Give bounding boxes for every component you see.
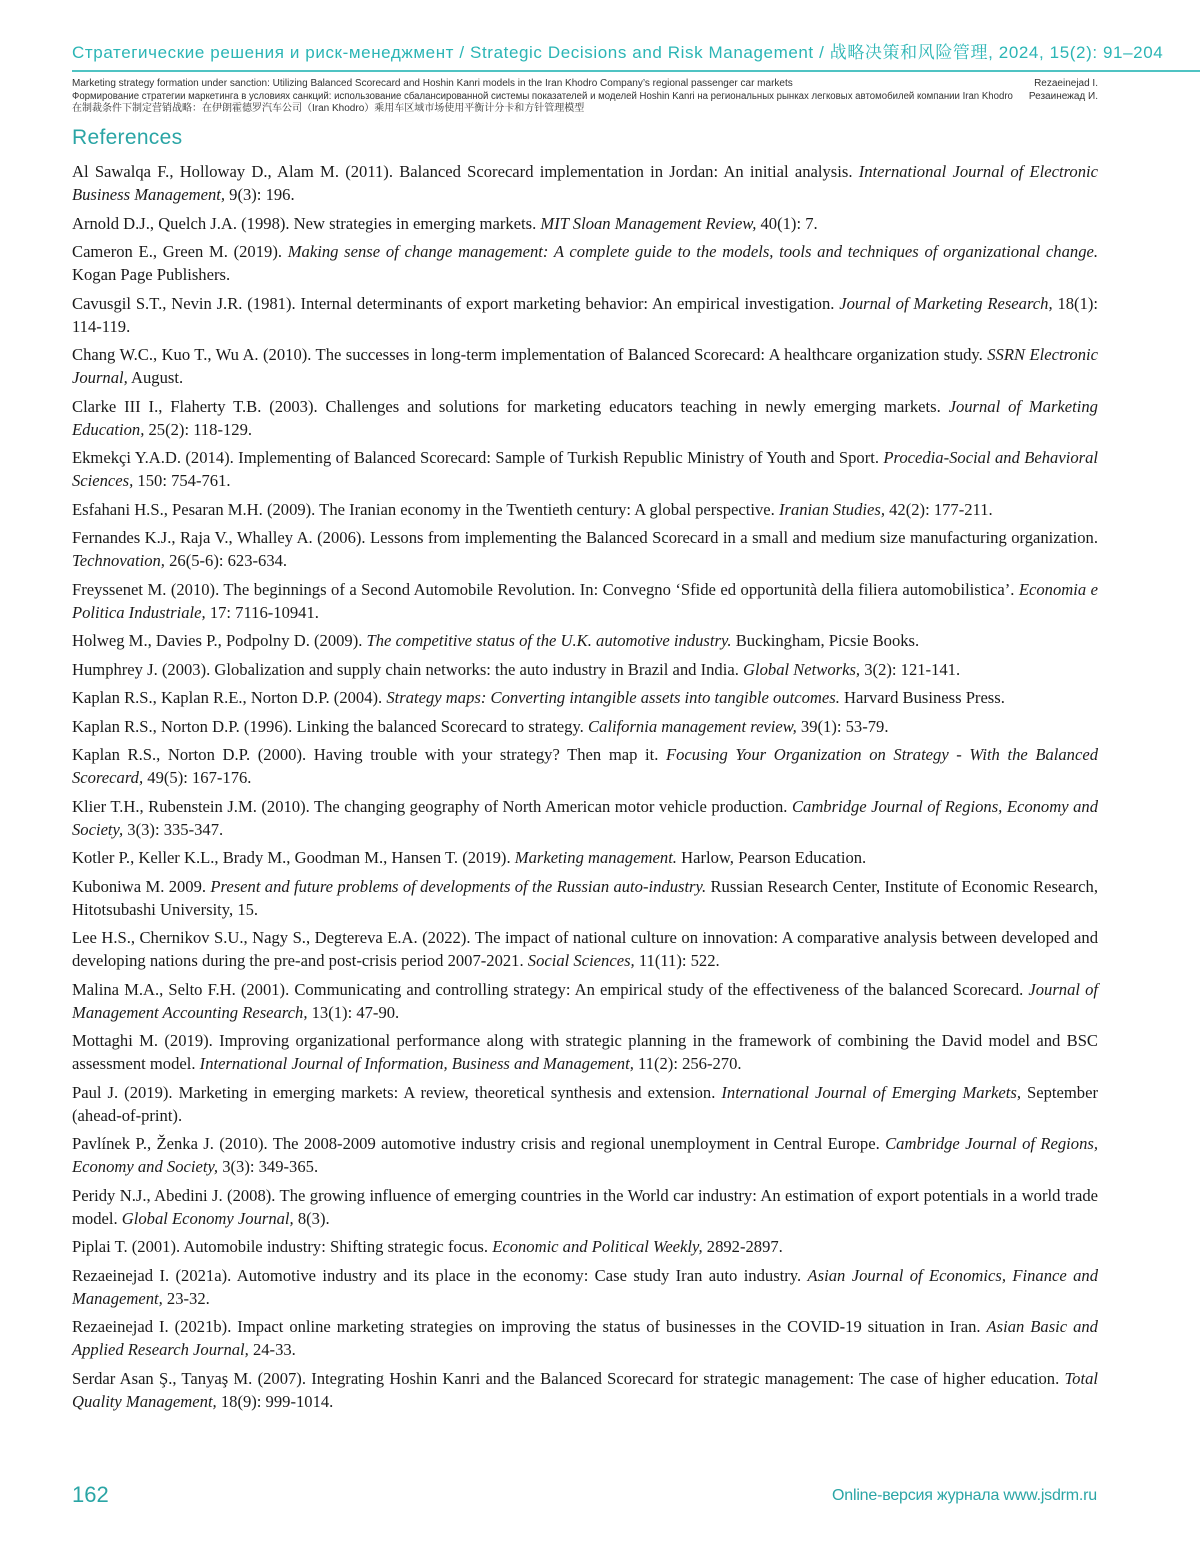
reference-source: Technovation,	[72, 551, 165, 570]
reference-details: 3(3): 335-347.	[123, 819, 224, 839]
reference-source: Journal of Marketing Research,	[839, 293, 1053, 313]
reference-details: 39(1): 53-79.	[796, 716, 889, 736]
reference-text: Serdar Asan Ş., Tanyaş M. (2007). Integrating Hoshin Kanri and the Balanced Scorecard for strategic management: The case of higher education.	[72, 1368, 1065, 1388]
reference-source: The competitive status of the U.K. automotive industry.	[366, 631, 732, 650]
reference-entry	[72, 658, 1098, 681]
reference-list	[72, 160, 1098, 1418]
reference-text: Klier T.H., Rubenstein J.M. (2010). The changing geography of North American motor vehicle production.	[72, 796, 792, 816]
reference-details: Kogan Page Publishers.	[72, 265, 231, 284]
reference-source: Economia e Politica Industriale,	[72, 579, 1098, 622]
reference-source: Global Economy Journal,	[121, 1208, 294, 1228]
reference-details: 23-32.	[162, 1288, 210, 1308]
reference-entry	[72, 795, 1098, 841]
reference-details: 11(11): 522.	[634, 951, 720, 970]
reference-text: Lee H.S., Chernikov S.U., Nagy S., Degtereva E.A. (2022). The impact of national culture on innovation: A comparative analysis between developed and developing nations during the pre-and post-crisis period 2007-2021.	[72, 928, 1098, 970]
reference-text: Esfahani H.S., Pesaran M.H. (2009). The Iranian economy in the Twentieth century: A global perspective.	[72, 499, 779, 519]
running-head-author-ru: Резаинежад И.	[1028, 90, 1098, 102]
reference-details: 26(5-6): 623-634.	[164, 551, 288, 570]
running-head-title-ru: Формирование стратегии маркетинга в условиях санкций: использование сбалансированной системы показателей и моделей Hoshin Kanri на региональных рынках легковых автомобилей компании Iran Khodro	[72, 90, 1013, 102]
reference-text: Freyssenet M. (2010). The beginnings of a Second Automobile Revolution. In: Convegno ‘Sfide ed opportunità della filiera automobilistica’.	[72, 579, 1019, 599]
reference-details: 3(3): 349-365.	[218, 1157, 319, 1176]
reference-source: Marketing management.	[514, 848, 677, 867]
reference-entry	[72, 1132, 1098, 1178]
reference-text: Pavlínek P., Ženka J. (2010). The 2008-2009 automotive industry crisis and regional unemployment in Central Europe.	[72, 1134, 886, 1153]
reference-entry	[72, 526, 1098, 572]
section-title: References	[72, 126, 183, 149]
reference-entry	[72, 846, 1098, 869]
reference-text: Kaplan R.S., Norton D.P. (1996). Linking the balanced Scorecard to strategy.	[72, 716, 588, 736]
reference-source: Cambridge Journal of Regions, Economy and Society,	[72, 1134, 1098, 1176]
reference-entry	[72, 978, 1098, 1024]
reference-details: 2892-2897.	[702, 1237, 783, 1256]
reference-source: Focusing Your Organization on Strategy - With the Balanced Scorecard,	[72, 745, 1099, 787]
reference-source: Economic and Political Weekly,	[492, 1237, 703, 1256]
reference-text: Kuboniwa M. 2009.	[72, 876, 211, 896]
reference-source: Strategy maps: Converting intangible assets into tangible outcomes.	[386, 688, 840, 707]
reference-entry	[72, 240, 1098, 286]
reference-text: Cavusgil S.T., Nevin J.R. (1981). Internal determinants of export marketing behavior: An empirical investigation.	[72, 293, 840, 313]
running-head-en	[72, 78, 1098, 91]
reference-entry	[72, 1264, 1098, 1310]
reference-details: Harlow, Pearson Education.	[676, 848, 867, 867]
reference-entry	[72, 343, 1098, 389]
running-head-title-en: Marketing strategy formation under sanction: Utilizing Balanced Scorecard and Hoshin Kanri models in the Iran Khodro Company’s regional passenger car markets	[72, 78, 793, 89]
reference-source: International Journal of Emerging Markets,	[721, 1082, 1021, 1102]
reference-source: MIT Sloan Management Review,	[540, 213, 757, 233]
reference-source: Cambridge Journal of Regions, Economy and Society,	[72, 796, 1098, 839]
reference-source: California management review,	[587, 716, 797, 736]
reference-source: Asian Basic and Applied Research Journal,	[72, 1317, 1098, 1359]
reference-details: 17: 7116-10941.	[205, 602, 319, 622]
reference-entry	[72, 1029, 1098, 1075]
reference-details: September (ahead-of-print).	[72, 1082, 1098, 1125]
reference-entry	[72, 743, 1098, 789]
reference-entry	[72, 498, 1098, 521]
reference-entry	[72, 212, 1098, 235]
reference-entry	[72, 875, 1098, 921]
reference-entry	[72, 1315, 1098, 1361]
reference-text: Clarke III I., Flaherty T.B. (2003). Challenges and solutions for marketing educators teaching in newly emerging markets.	[72, 396, 949, 416]
page-number: 162	[72, 1482, 109, 1507]
reference-text: Humphrey J. (2003). Globalization and supply chain networks: the auto industry in Brazil and India.	[72, 659, 743, 679]
running-head-author-en: Rezaeinejad I.	[1034, 78, 1098, 89]
reference-source: Making sense of change management: A complete guide to the models, tools and techniques of organizational change.	[287, 242, 1099, 261]
reference-details: 24-33.	[248, 1340, 296, 1359]
reference-text: Malina M.A., Selto F.H. (2001). Communicating and controlling strategy: An empirical study of the effectiveness of the balanced Scorecard.	[72, 979, 1029, 999]
running-head-zh	[72, 103, 1098, 116]
reference-details: 3(2): 121-141.	[860, 659, 961, 679]
online-version-link[interactable]: Online-версия журнала www.jsdrm.ru	[832, 1487, 1097, 1504]
reference-details: 11(2): 256-270.	[633, 1054, 742, 1073]
reference-text: Ekmekçi Y.A.D. (2014). Implementing of Balanced Scorecard: Sample of Turkish Republic Ministry of Youth and Sport.	[72, 448, 884, 467]
reference-source: Procedia-Social and Behavioral Sciences,	[72, 448, 1098, 490]
reference-source: Present and future problems of developments of the Russian auto-industry.	[210, 876, 707, 896]
reference-text: Chang W.C., Kuo T., Wu A. (2010). The successes in long-term implementation of Balanced Scorecard: A healthcare organization study.	[72, 345, 988, 364]
reference-entry	[72, 578, 1098, 624]
reference-entry	[72, 1081, 1098, 1127]
reference-details: August.	[127, 368, 184, 387]
reference-details: 9(3): 196.	[225, 185, 295, 204]
reference-details: 25(2): 118-129.	[144, 419, 253, 439]
running-head	[72, 78, 1098, 116]
reference-source: Global Networks,	[743, 659, 861, 679]
reference-source: Total Quality Management,	[72, 1368, 1098, 1411]
reference-entry	[72, 629, 1098, 652]
reference-text: Kotler P., Keller K.L., Brady M., Goodman M., Hansen T. (2019).	[72, 848, 515, 867]
reference-source: Asian Journal of Economics, Finance and Management,	[72, 1265, 1098, 1308]
reference-text: Peridy N.J., Abedini J. (2008). The growing influence of emerging countries in the World car industry: An estimation of export potentials in a world trade model.	[72, 1185, 1098, 1228]
reference-details: 150: 754-761.	[133, 471, 231, 490]
reference-text: Paul J. (2019). Marketing in emerging markets: A review, theoretical synthesis and extension.	[72, 1082, 722, 1102]
reference-text: Rezaeinejad I. (2021a). Automotive industry and its place in the economy: Case study Iran auto industry.	[72, 1265, 808, 1285]
reference-details: Harvard Business Press.	[839, 688, 1005, 707]
reference-details: 8(3).	[293, 1208, 330, 1228]
reference-source: SSRN Electronic Journal,	[72, 345, 1098, 387]
reference-text: Arnold D.J., Quelch J.A. (1998). New strategies in emerging markets.	[72, 213, 541, 233]
reference-text: Rezaeinejad I. (2021b). Impact online marketing strategies on improving the status of businesses in the COVID-19 situation in Iran.	[72, 1317, 987, 1336]
reference-details: Russian Research Center, Institute of Economic Research, Hitotsubashi University, 15.	[72, 876, 1098, 919]
running-head-title-zh: 在制裁条件下制定营销战略：在伊朗霍德罗汽车公司（Iran Khodro）乘用车区域市场使用平衡计分卡和方针管理模型	[72, 103, 585, 114]
reference-text: Mottaghi M. (2019). Improving organizational performance along with strategic planning in the framework of combining the David model and BSC assessment model.	[72, 1031, 1098, 1073]
reference-source: Journal of Management Accounting Research,	[72, 979, 1098, 1022]
reference-details: 13(1): 47-90.	[307, 1002, 400, 1022]
reference-text: Kaplan R.S., Norton D.P. (2000). Having trouble with your strategy? Then map it.	[72, 745, 666, 764]
reference-details: 40(1): 7.	[756, 213, 818, 233]
reference-details: 49(5): 167-176.	[143, 768, 252, 787]
reference-details: Buckingham, Picsie Books.	[731, 631, 920, 650]
reference-source: Journal of Marketing Education,	[72, 396, 1098, 439]
reference-source: International Journal of Electronic Business Management,	[72, 162, 1098, 204]
reference-entry	[72, 395, 1098, 441]
reference-entry	[72, 1367, 1098, 1413]
journal-header: Стратегические решения и риск-менеджмент / Strategic Decisions and Risk Management / 战略决策和风险管理, 2024, 15(2): 91–204	[72, 43, 1164, 62]
reference-entry	[72, 926, 1098, 972]
reference-text: Cameron E., Green M. (2019).	[72, 242, 288, 261]
reference-text: Piplai T. (2001). Automobile industry: Shifting strategic focus.	[72, 1237, 493, 1256]
reference-text: Fernandes K.J., Raja V., Whalley A. (2006). Lessons from implementing the Balanced Scorecard in a small and medium size manufacturing organization.	[72, 528, 1098, 547]
reference-entry	[72, 715, 1098, 738]
reference-source: Iranian Studies,	[778, 499, 885, 519]
reference-entry	[72, 686, 1098, 709]
running-head-ru	[72, 91, 1098, 104]
reference-entry	[72, 292, 1098, 338]
reference-source: Social Sciences,	[527, 951, 635, 970]
header-divider	[72, 70, 1200, 72]
reference-text: Kaplan R.S., Kaplan R.E., Norton D.P. (2004).	[72, 688, 387, 707]
reference-text: Al Sawalqa F., Holloway D., Alam M. (2011). Balanced Scorecard implementation in Jordan: An initial analysis.	[72, 162, 859, 181]
reference-details: 18(1): 114-119.	[72, 293, 1099, 336]
reference-entry	[72, 160, 1098, 206]
reference-entry	[72, 446, 1098, 492]
reference-text: Holweg M., Davies P., Podpolny D. (2009).	[72, 631, 367, 650]
reference-details: 18(9): 999-1014.	[216, 1391, 334, 1411]
reference-source: International Journal of Information, Business and Management,	[199, 1054, 634, 1073]
reference-entry	[72, 1235, 1098, 1258]
reference-details: 42(2): 177-211.	[884, 499, 993, 519]
reference-entry	[72, 1184, 1098, 1230]
